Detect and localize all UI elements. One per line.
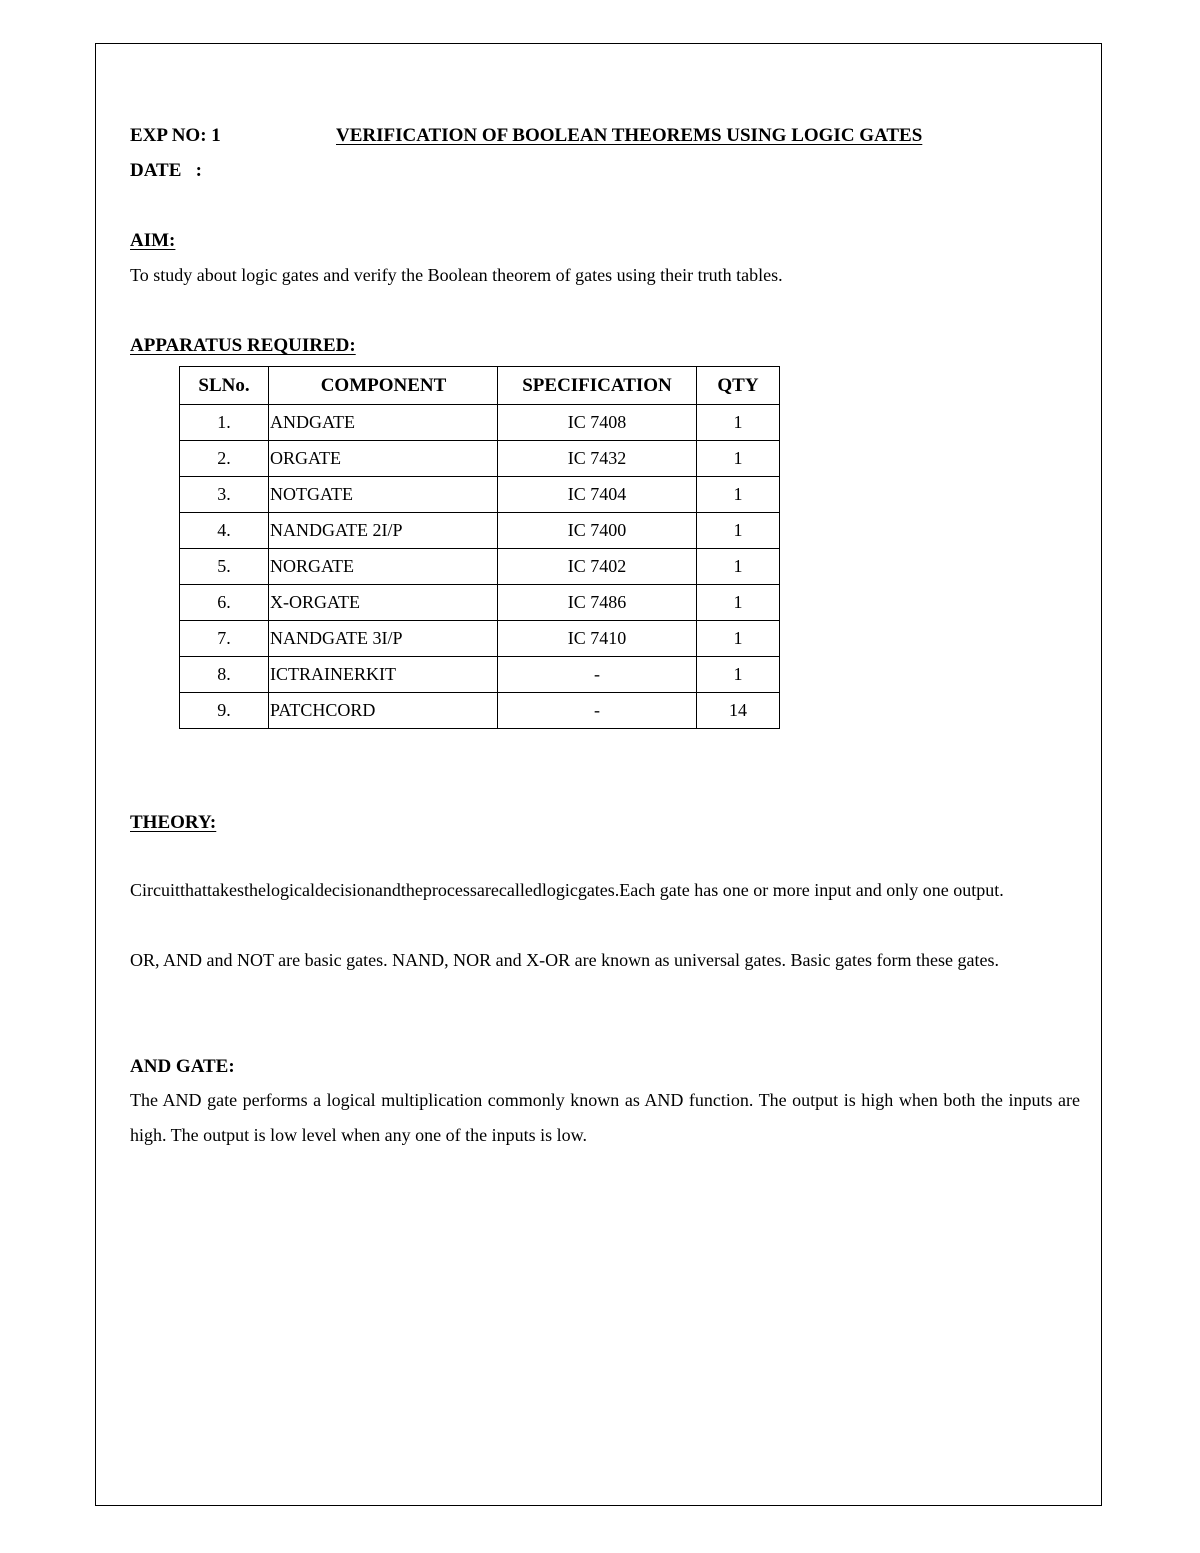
date-label: DATE : — [130, 160, 202, 181]
cell-qty: 1 — [697, 441, 780, 477]
apparatus-table — [179, 366, 780, 729]
cell-slno: 3. — [180, 477, 269, 513]
cell-specification: IC 7410 — [498, 621, 697, 657]
cell-specification: IC 7400 — [498, 513, 697, 549]
cell-specification: IC 7408 — [498, 405, 697, 441]
page-border — [95, 43, 1102, 1506]
cell-qty: 1 — [697, 621, 780, 657]
cell-specification: - — [498, 657, 697, 693]
column-header-slno: SLNo. — [180, 367, 269, 405]
cell-slno: 1. — [180, 405, 269, 441]
cell-specification: IC 7402 — [498, 549, 697, 585]
cell-qty: 1 — [697, 405, 780, 441]
theory-heading: THEORY: — [130, 812, 217, 833]
table-row — [180, 621, 780, 657]
column-header-component: COMPONENT — [269, 367, 498, 405]
and-gate-heading: AND GATE: — [130, 1056, 235, 1077]
page-title: VERIFICATION OF BOOLEAN THEOREMS USING LOGIC GATES — [336, 125, 923, 146]
cell-component: NORGATE — [269, 549, 498, 585]
cell-slno: 4. — [180, 513, 269, 549]
cell-component: PATCHCORD — [269, 693, 498, 729]
table-row — [180, 441, 780, 477]
cell-component: ICTRAINERKIT — [269, 657, 498, 693]
aim-heading: AIM: — [130, 230, 176, 251]
table-row — [180, 513, 780, 549]
cell-qty: 1 — [697, 477, 780, 513]
cell-component: ORGATE — [269, 441, 498, 477]
and-gate-text: The AND gate performs a logical multiplication commonly known as AND function. The output is high when both the inputs are high. The output is low level when any one of the inputs is low. — [130, 1090, 1080, 1145]
table-row — [180, 693, 780, 729]
cell-qty: 14 — [697, 693, 780, 729]
apparatus-table-body — [180, 405, 780, 729]
table-header-row — [180, 367, 780, 405]
cell-slno: 6. — [180, 585, 269, 621]
table-row — [180, 549, 780, 585]
table-row — [180, 657, 780, 693]
table-row — [180, 477, 780, 513]
cell-qty: 1 — [697, 585, 780, 621]
cell-component: NOTGATE — [269, 477, 498, 513]
cell-qty: 1 — [697, 657, 780, 693]
cell-qty: 1 — [697, 549, 780, 585]
theory-paragraph-1: Circuitthattakesthelogicaldecisionandtheprocessarecalledlogicgates.Each gate has one or more input and only one output. — [130, 880, 1004, 900]
cell-specification: IC 7486 — [498, 585, 697, 621]
cell-slno: 2. — [180, 441, 269, 477]
cell-component: X-ORGATE — [269, 585, 498, 621]
cell-slno: 5. — [180, 549, 269, 585]
cell-qty: 1 — [697, 513, 780, 549]
cell-slno: 7. — [180, 621, 269, 657]
aim-text: To study about logic gates and verify the Boolean theorem of gates using their truth tables. — [130, 265, 783, 285]
cell-specification: IC 7404 — [498, 477, 697, 513]
cell-specification: IC 7432 — [498, 441, 697, 477]
cell-slno: 8. — [180, 657, 269, 693]
column-header-specification: SPECIFICATION — [498, 367, 697, 405]
cell-component: NANDGATE 2I/P — [269, 513, 498, 549]
cell-component: NANDGATE 3I/P — [269, 621, 498, 657]
cell-component: ANDGATE — [269, 405, 498, 441]
exp-number: EXP NO: 1 — [130, 125, 221, 146]
table-row — [180, 585, 780, 621]
cell-slno: 9. — [180, 693, 269, 729]
column-header-qty: QTY — [697, 367, 780, 405]
cell-specification: - — [498, 693, 697, 729]
table-row — [180, 405, 780, 441]
apparatus-heading: APPARATUS REQUIRED: — [130, 335, 356, 356]
theory-paragraph-2: OR, AND and NOT are basic gates. NAND, NOR and X-OR are known as universal gates. Basic gates form these gates. — [130, 950, 999, 970]
